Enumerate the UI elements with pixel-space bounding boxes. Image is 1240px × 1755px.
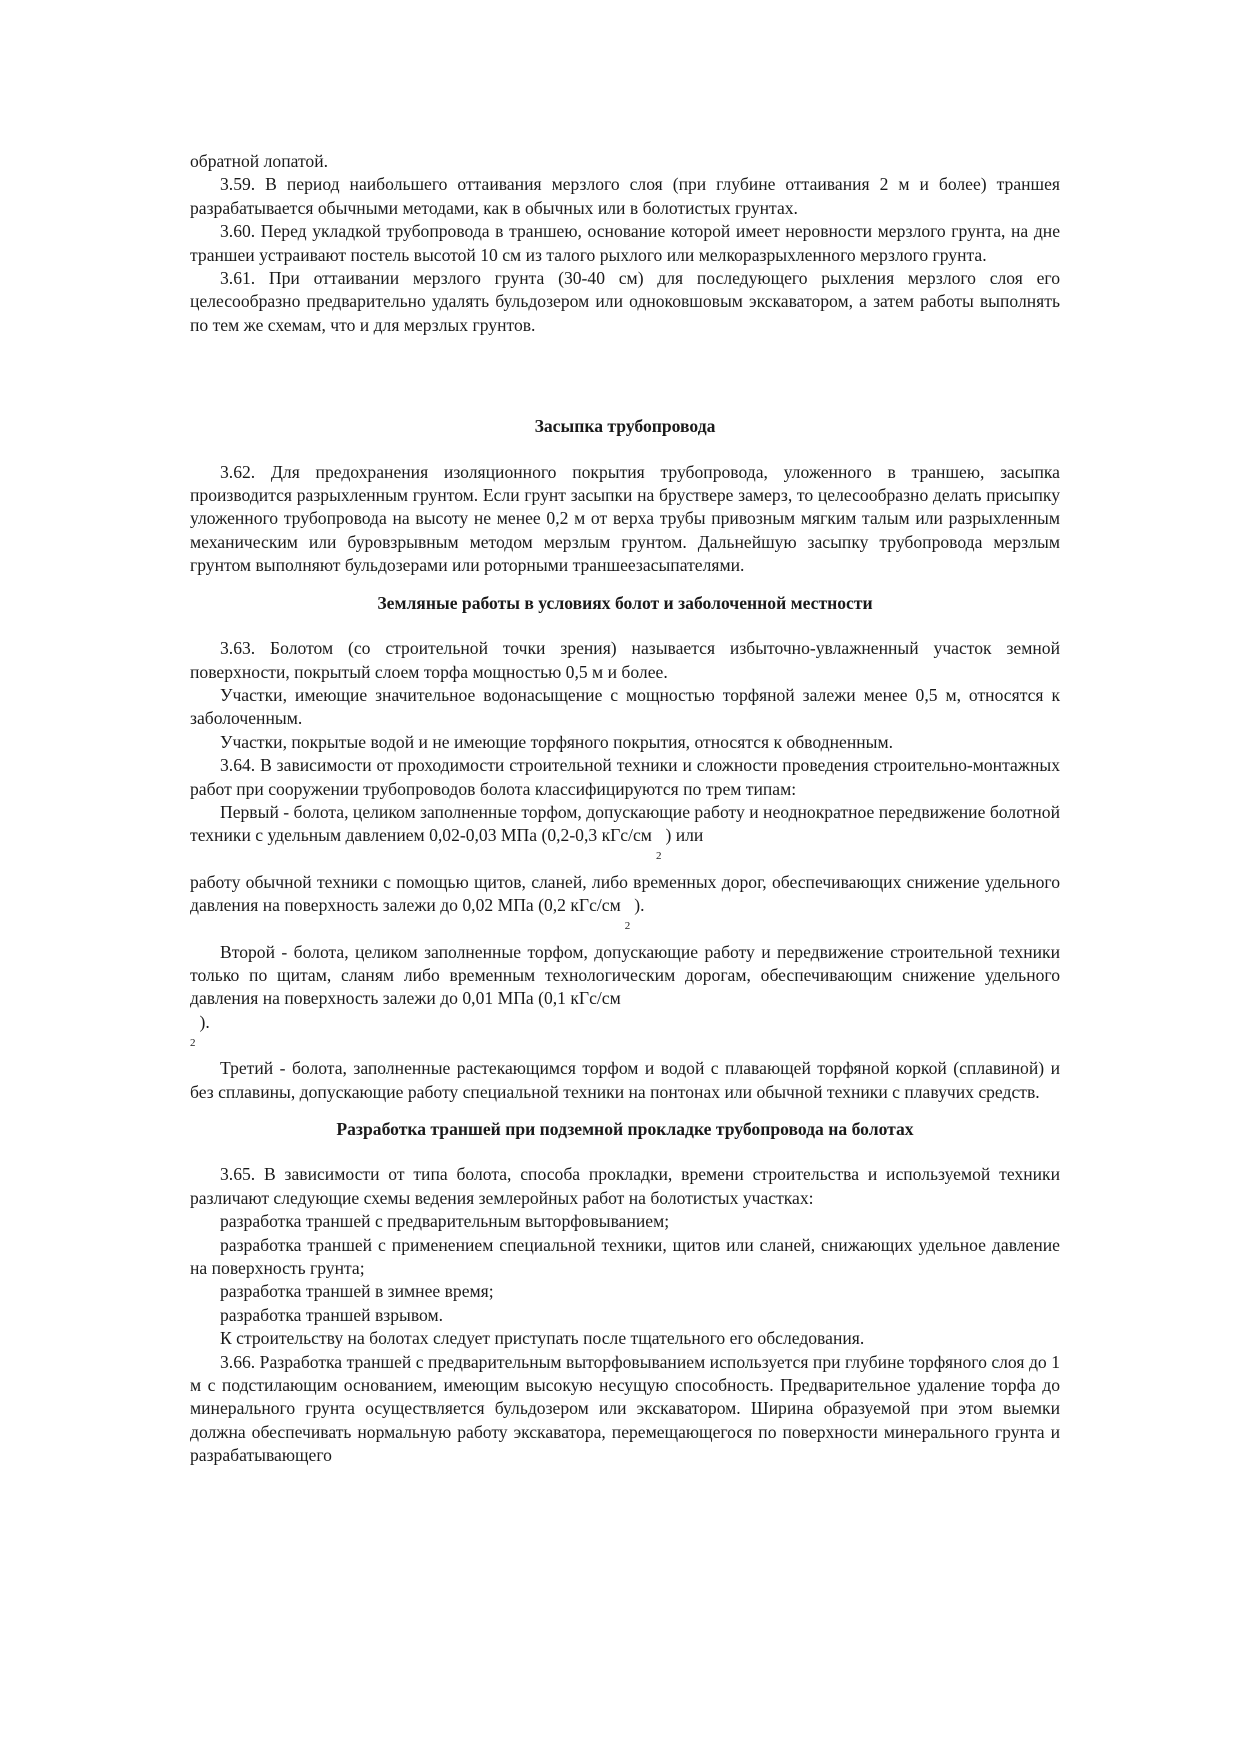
paragraph-continuation: обратной лопатой. <box>190 151 329 171</box>
section-heading-backfill: Засыпка трубопровода <box>534 416 716 437</box>
list-item-explosion: разработка траншей взрывом. <box>220 1304 444 1325</box>
list-item-winter: разработка траншей в зимнее время; <box>220 1281 494 1302</box>
list-item-special-machinery: разработка траншей с применением специальной техники, щитов или сланей, снижающих удельное давление на поверхность грунта; <box>190 1234 1060 1279</box>
type-first-text: Первый - болота, целиком заполненные торфом, допускающие работу и неоднократное передвижение болотной техники с удельным давлением 0,02-0,03 МПа (0,2-0,3 кГс/см <box>190 801 1060 846</box>
paragraph-type-second <box>190 941 1060 1049</box>
paragraph-3-66: 3.66. Разработка траншей с предварительным выторфовыванием используется при глубине торфяного слоя до 1 м с подстилающим основанием, имеющим высокую несущую способность. Предварительное удаление торфа до минерального грунта осуществляется бульдозером или экскаватором. Ширина образуемой при этом выемки должна обеспечивать нормальную работу экскаватора, перемещающегося по поверхности минерального грунта и разрабатывающего <box>190 1351 1060 1466</box>
paragraph-3-62: 3.62. Для предохранения изоляционного покрытия трубопровода, уложенного в траншею, засыпка производится разрыхленным грунтом. Если грунт засыпки на бруствере замерз, то целесообразно делать присыпку уложенного трубопровода на высоту не менее 0,2 м от верха трубы привозным мягким талым или разрыхленным механическим или буровзрывным методом мерзлым грунтом. Дальнейшую засыпку трубопровода мерзлым грунтом выполняют бульдозерами или роторными траншеезасыпателями. <box>190 461 1060 576</box>
paragraph-swampy-areas: Участки, имеющие значительное водонасыщение с мощностью торфяной залежи менее 0,5 м, относятся к заболоченным. <box>190 684 1060 729</box>
section-heading-trench-swamps: Разработка траншей при подземной прокладке трубопровода на болотах <box>336 1119 914 1139</box>
list-item-peat-removal: разработка траншей с предварительным выторфовыванием; <box>220 1211 670 1232</box>
type-first-continued-text: работу обычной техники с помощью щитов, сланей, либо временных дорог, обеспечивающих снижение удельного давления на поверхность залежи до 0,02 МПа (0,2 кГс/см <box>190 871 1060 916</box>
paragraph-3-60: 3.60. Перед укладкой трубопровода в траншею, основание которой имеет неровности мерзлого грунта, на дне траншеи устраивают постель высотой 10 см из талого рыхлого или мелкоразрыхленного мерзлого грунта. <box>190 221 1060 265</box>
paragraph-type-first-continued <box>190 871 1060 933</box>
paragraph-3-65: 3.65. В зависимости от типа болота, способа прокладки, времени строительства и используемой техники различают следующие схемы ведения землеройных работ на болотистых участках: <box>190 1164 1060 1208</box>
section-heading-swamp-earthworks: Земляные работы в условиях болот и заболоченной местности <box>377 592 873 613</box>
type-second-text: Второй - болота, целиком заполненные торфом, допускающие работу и передвижение строительной техники только по щитам, сланям либо временным технологическим дорогам, обеспечивающим снижение удельного давления на поверхность залежи до 0,01 МПа (0,1 кГс/см <box>190 941 1060 1009</box>
type-first-continued-tail: ). <box>634 895 645 916</box>
type-first-continued-subscript: 2 <box>624 920 631 933</box>
paragraph-survey-note: К строительству на болотах следует приступать после тщательного его обследования. <box>220 1328 865 1349</box>
type-first-tail: ) или <box>665 825 704 846</box>
paragraph-type-first <box>190 801 1060 863</box>
document-page <box>190 150 1060 1468</box>
type-second-subscript: 2 <box>190 1036 196 1049</box>
paragraph-3-59: 3.59. В период наибольшего оттаивания мерзлого слоя (при глубине оттаивания 2 м и более) траншея разрабатывается обычными методами, как в обычных или в болотистых грунтах. <box>190 174 1060 218</box>
paragraph-3-61: 3.61. При оттаивании мерзлого грунта (30-40 см) для последующего рыхления мерзлого слоя его целесообразно предварительно удалять бульдозером или одноковшовым экскаватором, а затем работы выполнять по тем же схемам, что и для мерзлых грунтов. <box>190 268 1060 335</box>
paragraph-3-63: 3.63. Болотом (со строительной точки зрения) называется избыточно-увлажненный участок земной поверхности, покрытый слоем торфа мощностью 0,5 м и более. <box>190 638 1060 682</box>
type-second-tail: ). <box>199 1011 210 1032</box>
type-first-subscript: 2 <box>655 850 662 863</box>
paragraph-3-64: 3.64. В зависимости от проходимости строительной техники и сложности проведения строительно-монтажных работ при сооружении трубопроводов болота классифицируются по трем типам: <box>190 755 1060 799</box>
paragraph-type-third: Третий - болота, заполненные растекающимся торфом и водой с плавающей торфяной коркой (сплавиной) и без сплавины, допускающие работу специальной техники на понтонах или обычной техники с плавучих средств. <box>190 1058 1060 1102</box>
paragraph-flooded-areas: Участки, покрытые водой и не имеющие торфяного покрытия, относятся к обводненным. <box>220 731 894 752</box>
